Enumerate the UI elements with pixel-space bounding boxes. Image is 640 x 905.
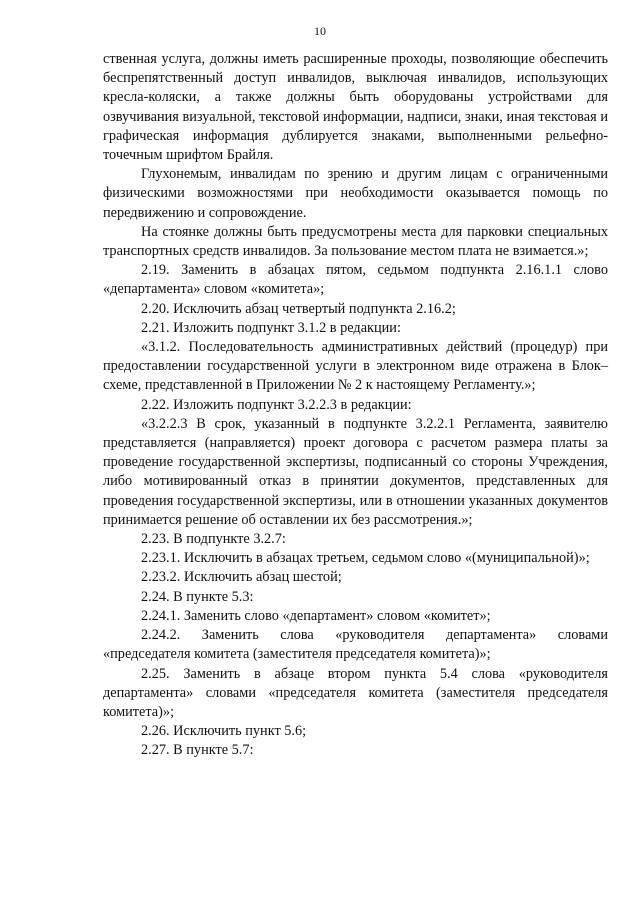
paragraph-2-24: 2.24. В пункте 5.3: bbox=[141, 588, 254, 605]
paragraph-2-19: 2.19. Заменить в абзацах пятом, седьмом подпункта 2.16.1.1 слово «департамента» словом «комитета»; bbox=[103, 262, 608, 298]
paragraph-2-25: 2.25. Заменить в абзаце втором пункта 5.4 слова «руководителя департамента» словами «председателя комитета (заместителя председателя комитета)»; bbox=[103, 665, 608, 720]
paragraph-2-22: 2.22. Изложить подпункт 3.2.2.3 в редакции: bbox=[141, 396, 412, 413]
paragraph-3-1-2-quote: «3.1.2. Последовательность административных действий (процедур) при предоставлении государственной услуги в электронном виде отражена в Блок–схеме, представленной в Приложении № 2 к настоящему Регламенту.»; bbox=[103, 339, 608, 394]
document-body bbox=[103, 50, 608, 761]
paragraph-parking: На стоянке должны быть предусмотрены места для парковки специальных транспортных средств инвалидов. За пользование местом плата не взимается.»; bbox=[103, 223, 608, 260]
paragraph-2-20: 2.20. Исключить абзац четвертый подпункта 2.16.2; bbox=[141, 300, 456, 317]
paragraph-2-24-1: 2.24.1. Заменить слово «департамент» словом «комитет»; bbox=[141, 607, 491, 624]
paragraph-3-2-2-3-quote: «3.2.2.3 В срок, указанный в подпункте 3.2.2.1 Регламента, заявителю представляется (направляется) проект договора с расчетом размера платы за проведение государственной экспертизы, подписанный со стороны Учреждения, либо мотивированный отказ в принятии документов, представленных для проведения государственной экспертизы, или в отношении указанных документов принимается решение об оставлении их без рассмотрения.»; bbox=[103, 415, 608, 528]
paragraph-continuation: ственная услуга, должны иметь расширенные проходы, позволяющие обеспечить беспрепятственный доступ инвалидов, выключая инвалидов, использующих кресла-коляски, а также должны быть оборудованы устройствами для озвучивания визуальной, текстовой информации, надписи, знаки, иная текстовая и графическая информация дублируется знаками, выполненными рельефно-точечным шрифтом Брайля. bbox=[103, 51, 608, 164]
paragraph-deaf-blind-assistance: Глухонемым, инвалидам по зрению и другим лицам с ограниченными физическими возможностями при необходимости оказывается помощь по передвижению и сопровождение. bbox=[103, 166, 608, 221]
paragraph-2-23: 2.23. В подпункте 3.2.7: bbox=[141, 531, 286, 548]
paragraph-2-24-2: 2.24.2. Заменить слова «руководителя департамента» словами «председателя комитета (заместителя председателя комитета)»; bbox=[103, 627, 608, 663]
paragraph-2-21: 2.21. Изложить подпункт 3.1.2 в редакции: bbox=[141, 319, 401, 336]
page-number: 10 bbox=[314, 24, 326, 38]
paragraph-2-23-1: 2.23.1. Исключить в абзацах третьем, седьмом слово «(муниципальной)»; bbox=[141, 550, 590, 567]
paragraph-2-23-2: 2.23.2. Исключить абзац шестой; bbox=[141, 569, 342, 586]
paragraph-2-26: 2.26. Исключить пункт 5.6; bbox=[141, 723, 307, 740]
paragraph-2-27: 2.27. В пункте 5.7: bbox=[141, 742, 254, 759]
